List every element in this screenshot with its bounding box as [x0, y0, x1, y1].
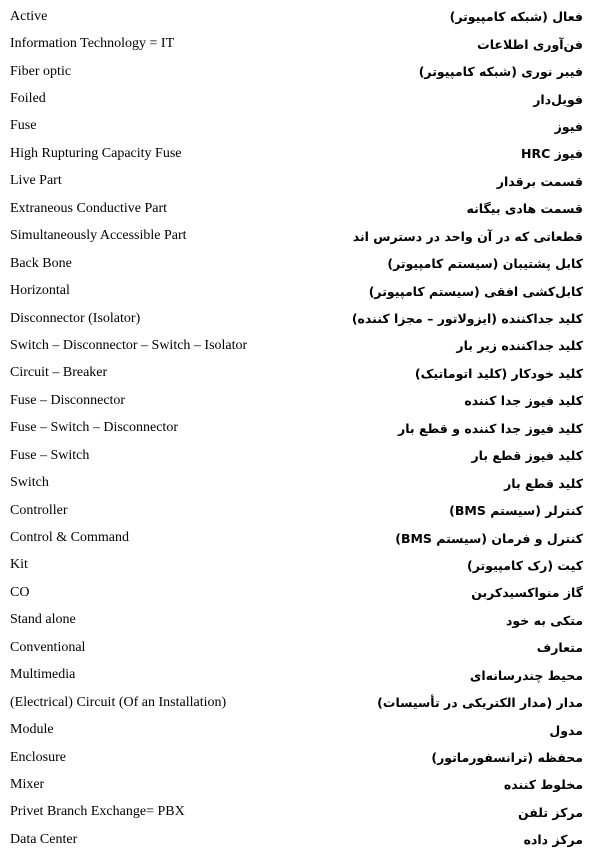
- glossary-row: [0, 716, 591, 743]
- english-term: Controller: [10, 502, 68, 518]
- persian-term: قسمت هادی بیگانه: [466, 201, 583, 217]
- english-term: Control & Command: [10, 530, 129, 546]
- glossary-row: [0, 250, 591, 277]
- persian-term: کابل پشتیبان (سیستم کامپیوتر): [387, 256, 583, 272]
- persian-term: مدول: [549, 722, 583, 738]
- english-term: Foiled: [10, 91, 46, 107]
- english-term: Disconnector (Isolator): [10, 310, 141, 326]
- glossary-row: [0, 113, 591, 140]
- persian-term: فعال (شبکه کامپیوتر): [449, 9, 583, 25]
- glossary-row: [0, 689, 591, 716]
- english-term: Stand alone: [10, 612, 76, 628]
- persian-term: کنترلر (سیستم BMS): [449, 503, 583, 519]
- persian-term: متکی به خود: [506, 612, 583, 628]
- glossary-row: [0, 360, 591, 387]
- persian-term: متعارف: [536, 640, 583, 656]
- persian-term: مرکز داده: [523, 832, 583, 848]
- persian-term: کلید قطع بار: [504, 475, 583, 491]
- glossary-row: [0, 415, 591, 442]
- english-term: Horizontal: [10, 283, 70, 299]
- glossary-row: [0, 277, 591, 304]
- english-term: Fuse – Switch: [10, 447, 90, 463]
- english-term: Module: [10, 722, 54, 738]
- english-term: Enclosure: [10, 749, 66, 765]
- persian-term: فیبر نوری (شبکه کامپیوتر): [418, 64, 583, 80]
- glossary-row: [0, 524, 591, 551]
- persian-term: فیوز: [554, 118, 583, 134]
- persian-term: مدار (مدار الکتریکی در تأسیسات): [377, 695, 583, 711]
- english-term: Extraneous Conductive Part: [10, 200, 168, 216]
- glossary-row: [0, 744, 591, 771]
- persian-term: کلید فیوز جدا کننده: [464, 393, 583, 409]
- persian-term: قسمت برقدار: [496, 173, 583, 189]
- english-term: Privet Branch Exchange= PBX: [10, 804, 185, 820]
- glossary-row: [0, 3, 591, 30]
- glossary-row: [0, 140, 591, 167]
- glossary-row: [0, 387, 591, 414]
- english-term: High Rupturing Capacity Fuse: [10, 145, 182, 161]
- english-term: Switch: [10, 475, 49, 491]
- english-term: CO: [10, 584, 30, 600]
- persian-term: گاز منواکسیدکربن: [471, 585, 583, 601]
- glossary-row: [0, 305, 591, 332]
- glossary-row: [0, 168, 591, 195]
- glossary-row: [0, 469, 591, 496]
- glossary-row: [0, 497, 591, 524]
- english-term: Mixer: [10, 776, 45, 792]
- persian-term: فویل‌دار: [533, 91, 583, 107]
- persian-term: کلید جداکننده (ایزولاتور – مجزا کننده): [351, 311, 583, 327]
- english-term: Information Technology = IT: [10, 36, 175, 52]
- persian-term: کیت (رک کامپیوتر): [467, 557, 583, 573]
- persian-term: محفظه (ترانسفورماتور): [431, 750, 583, 766]
- english-term: Data Center: [10, 831, 78, 847]
- glossary-row: [0, 552, 591, 579]
- persian-term: کلید خودکار (کلید اتوماتیک): [414, 365, 583, 381]
- english-term: Active: [10, 8, 48, 24]
- english-term: Fuse – Disconnector: [10, 392, 126, 408]
- english-term: Fuse – Switch – Disconnector: [10, 420, 178, 436]
- persian-term: مخلوط کننده: [503, 777, 583, 793]
- english-term: Fiber optic: [10, 63, 72, 79]
- english-term: Back Bone: [10, 255, 72, 271]
- english-term: Switch – Disconnector – Switch – Isolator: [10, 337, 248, 353]
- glossary-row: [0, 771, 591, 798]
- persian-term: کابل‌کشی افقی (سیستم کامپیوتر): [368, 283, 583, 299]
- persian-term: قطعاتی که در آن واحد در دسترس اند: [352, 228, 583, 244]
- glossary-row: [0, 332, 591, 359]
- persian-term: فن‌آوری اطلاعات: [477, 36, 583, 52]
- persian-term: کلید فیوز جدا کننده و قطع بار: [398, 420, 583, 436]
- glossary-row: [0, 579, 591, 606]
- glossary-row: [0, 85, 591, 112]
- glossary-row: [0, 607, 591, 634]
- glossary-row: [0, 195, 591, 222]
- english-term: Multimedia: [10, 667, 76, 683]
- english-term: Fuse: [10, 118, 37, 134]
- english-term: Simultaneously Accessible Part: [10, 228, 187, 244]
- glossary-row: [0, 634, 591, 661]
- persian-term: مرکز تلفن: [518, 804, 583, 820]
- persian-term: کلید فیوز قطع بار: [471, 448, 583, 464]
- persian-term: محیط چندرسانه‌ای: [469, 667, 583, 683]
- english-term: Kit: [10, 557, 28, 573]
- persian-term: کنترل و فرمان (سیستم BMS): [395, 530, 583, 546]
- glossary-row: [0, 30, 591, 57]
- glossary-table: [0, 3, 591, 854]
- english-term: Circuit – Breaker: [10, 365, 108, 381]
- glossary-row: [0, 58, 591, 85]
- glossary-row: [0, 662, 591, 689]
- english-term: (Electrical) Circuit (Of an Installation): [10, 694, 227, 710]
- glossary-row: [0, 223, 591, 250]
- persian-term: فیوز HRC: [521, 146, 583, 162]
- english-term: Live Part: [10, 173, 62, 189]
- persian-term: کلید جداکننده زیر بار: [456, 338, 583, 354]
- glossary-row: [0, 799, 591, 826]
- english-term: Conventional: [10, 639, 86, 655]
- glossary-row: [0, 826, 591, 853]
- glossary-row: [0, 442, 591, 469]
